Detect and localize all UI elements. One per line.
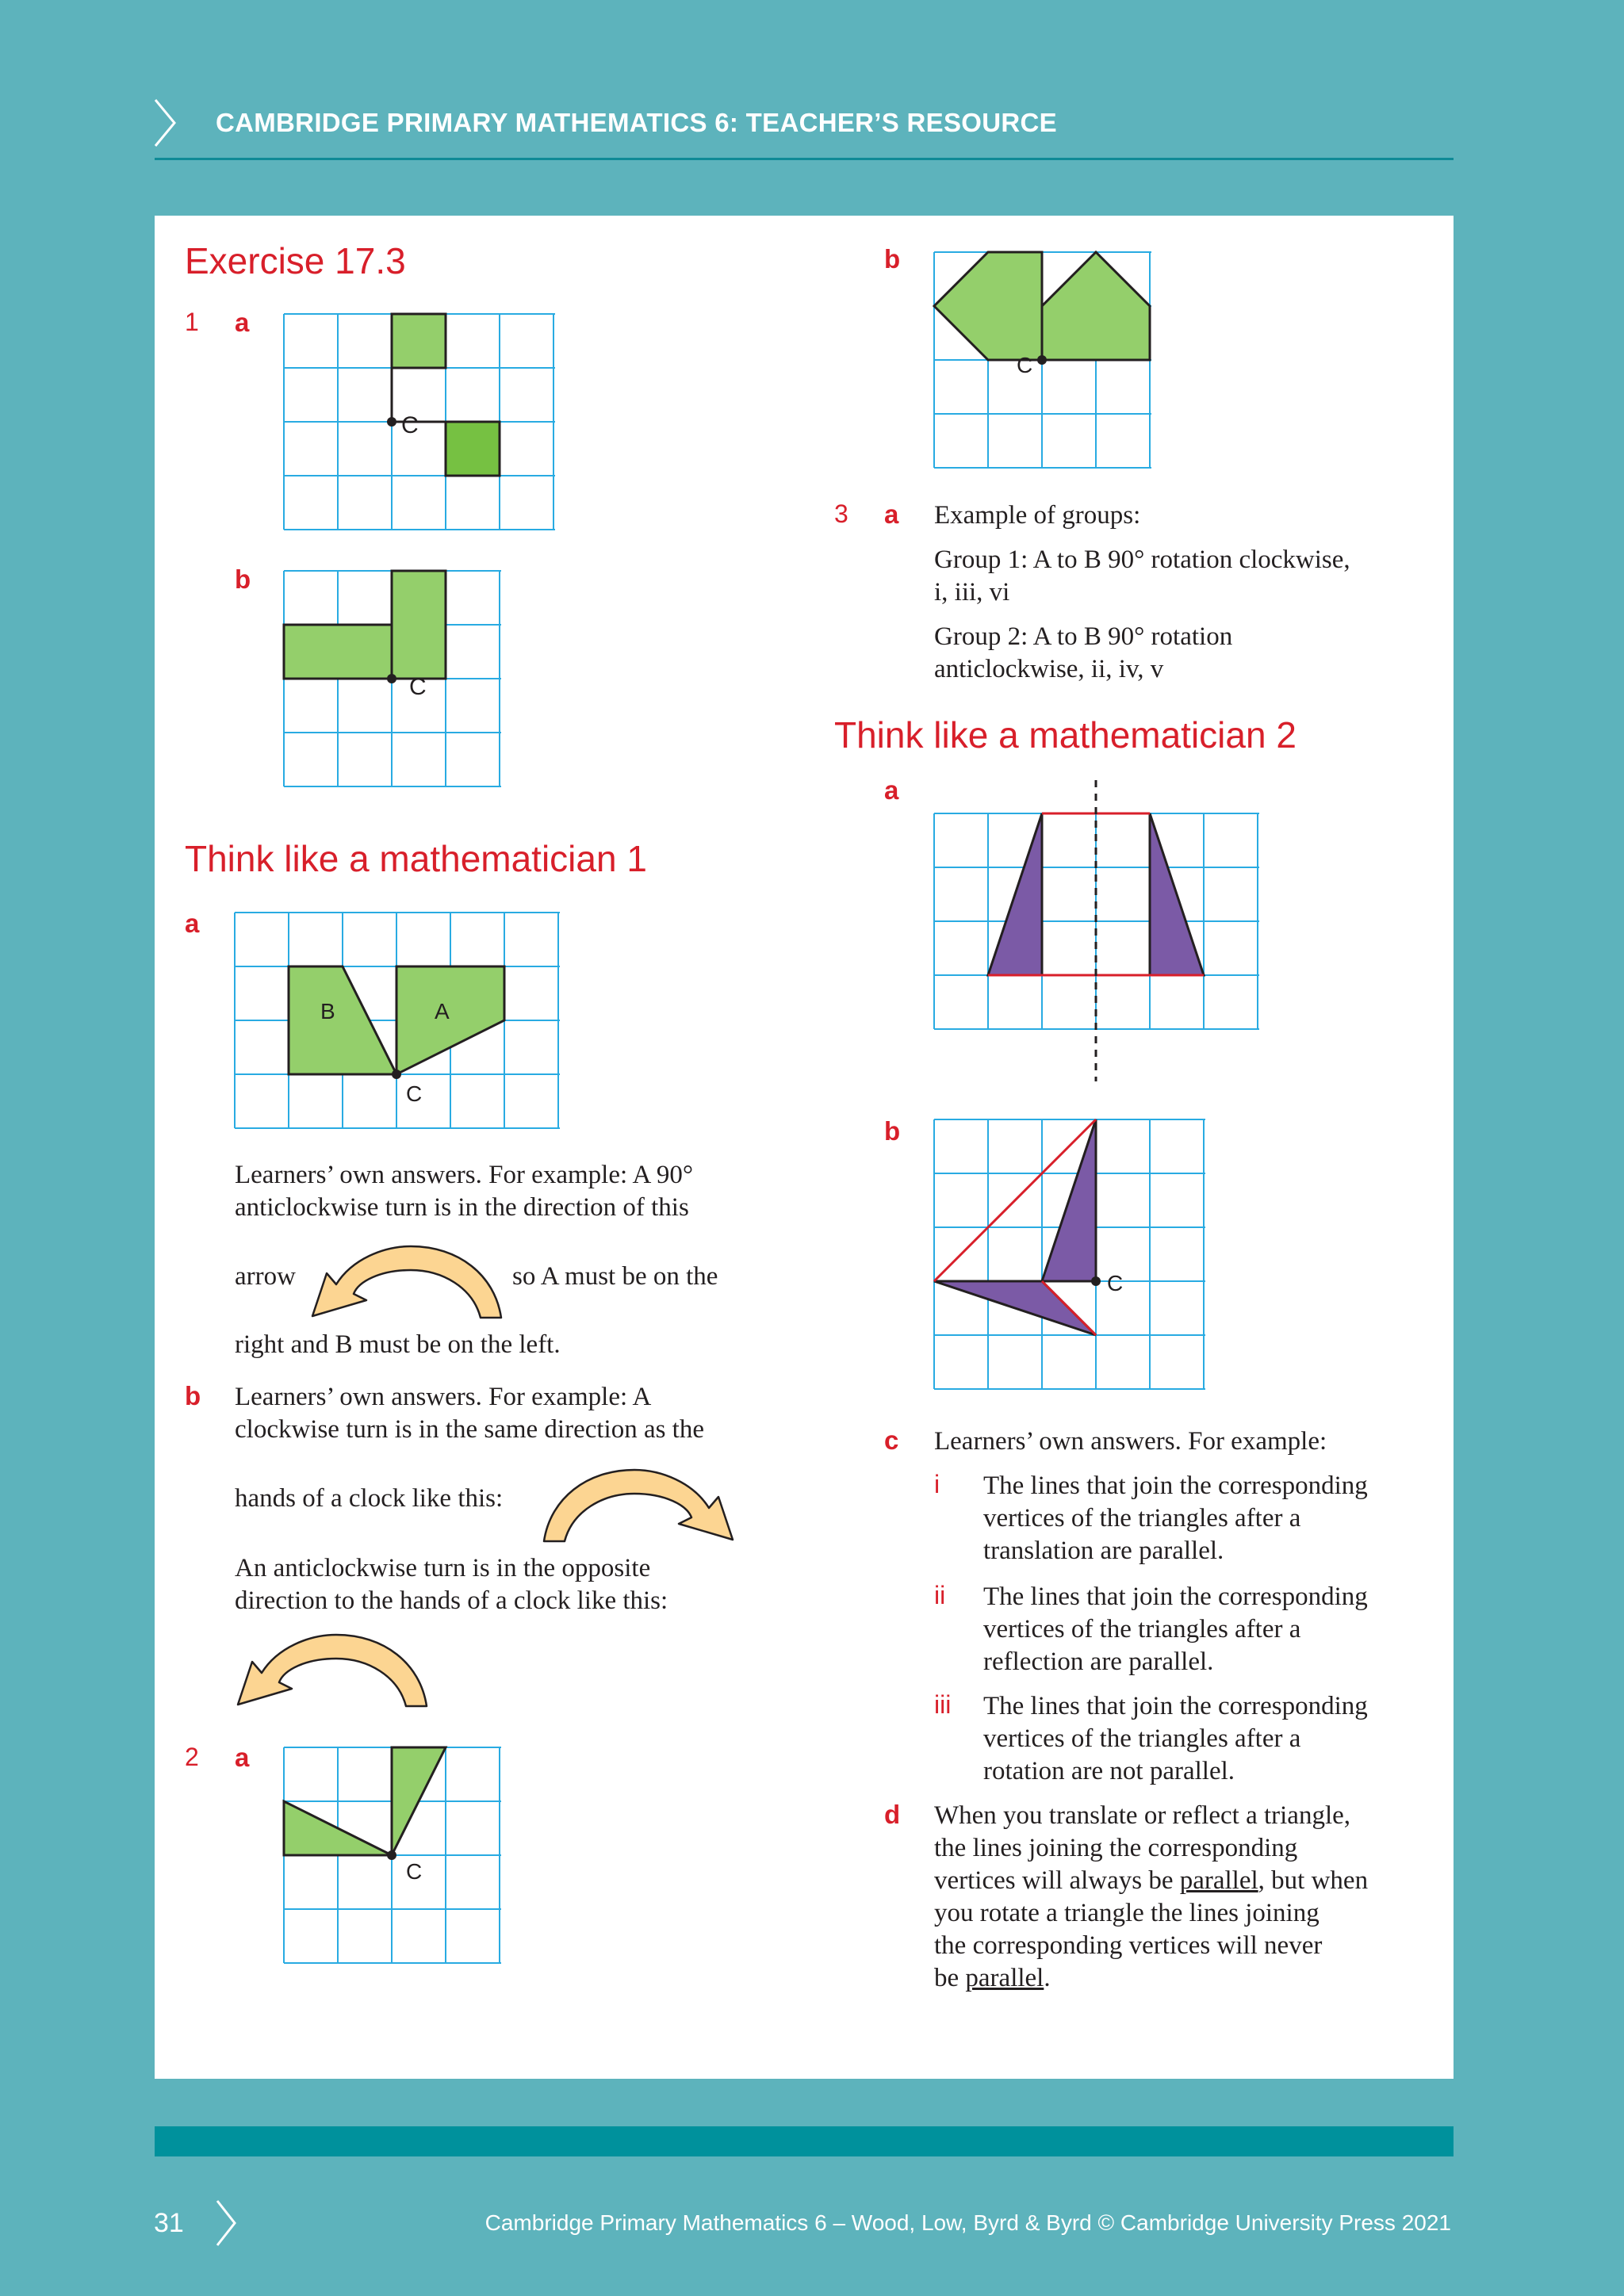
shape-a-label: A <box>435 999 450 1024</box>
question-3a-label: a <box>884 499 899 529</box>
hexagon-right <box>1042 252 1150 360</box>
centre-point <box>1091 1276 1101 1286</box>
tlm1-b-text-1: Learners’ own answers. For example: A <box>235 1383 652 1411</box>
tlm2-d-line6: be parallel. <box>934 1964 1051 1992</box>
exercise-heading: Exercise 17.3 <box>185 240 406 281</box>
anticlockwise-arrow-icon-2 <box>233 1627 436 1712</box>
grid-1b <box>282 569 504 788</box>
question-1a-label: a <box>235 308 250 337</box>
tlm2-d-line2: the lines joining the corresponding <box>934 1834 1298 1862</box>
tlm2-d-line5: the corresponding vertices will never <box>934 1931 1323 1960</box>
tlm2-c-ii-num: ii <box>934 1581 946 1609</box>
grid-tlm1-a <box>233 911 563 1130</box>
centre-point <box>387 1850 396 1860</box>
tlm2-c-ii-line2: vertices of the triangles after a <box>983 1615 1301 1644</box>
tlm1-a-arrow-text: arrow <box>235 1262 296 1291</box>
tlm2-d-line3: vertices will always be parallel, but when <box>934 1866 1369 1895</box>
question-2a-label: a <box>235 1743 250 1772</box>
grid-tlm2-a <box>933 777 1262 1085</box>
tlm2-c-iii-num: iii <box>934 1690 952 1719</box>
tlm1-b-text-4: An anticlockwise turn is in the opposite <box>235 1554 651 1582</box>
triangle-rotated <box>934 1281 1096 1335</box>
tlm2-c-i-line2: vertices of the triangles after a <box>983 1504 1301 1533</box>
rotation-arm <box>392 368 446 422</box>
question-2b-label: b <box>884 244 901 274</box>
tlm2-c-i-line1: The lines that join the corresponding <box>983 1471 1368 1500</box>
shape-b-label: B <box>320 999 335 1024</box>
footer-bar <box>155 2126 1454 2156</box>
tlm1-a-arrow-text-after: so A must be on the <box>512 1262 718 1291</box>
footer-credit: Cambridge Primary Mathematics 6 – Wood, Low, Byrd & Byrd © Cambridge University Press 2021 <box>485 2210 1451 2235</box>
q3a-text-1: Example of groups: <box>934 501 1141 530</box>
grid-2b <box>933 251 1155 469</box>
tlm2-c-iii-line2: vertices of the triangles after a <box>983 1724 1301 1753</box>
tlm2-c-i-num: i <box>934 1470 940 1498</box>
triangle-right <box>1150 813 1204 975</box>
centre-label: C <box>406 1081 423 1106</box>
tlm1-a-text-1: Learners’ own answers. For example: A 90° <box>235 1161 694 1189</box>
chevron-icon <box>151 97 182 149</box>
tlm1-b-text-3: hands of a clock like this: <box>235 1484 504 1513</box>
hexagon-left <box>934 252 1042 360</box>
centre-label: C <box>409 674 427 700</box>
tlm1-a-text-4: right and B must be on the left. <box>235 1330 561 1359</box>
clockwise-arrow-icon <box>534 1462 737 1548</box>
page-number: 31 <box>154 2208 184 2238</box>
centre-label: C <box>406 1859 423 1884</box>
centre-label: C <box>1017 353 1033 377</box>
centre-point <box>387 417 396 427</box>
tlm2-d-label: d <box>884 1800 901 1829</box>
tlm2-c-iii-line3: rotation are not parallel. <box>983 1757 1235 1785</box>
tlm2-a-label: a <box>884 775 899 805</box>
tlm1-a-text-2: anticlockwise turn is in the direction of this <box>235 1193 689 1222</box>
anticlockwise-arrow-icon <box>308 1238 511 1324</box>
tlm2-heading: Think like a mathematician 2 <box>834 714 1297 756</box>
triangle-left <box>988 813 1042 975</box>
tlm2-c-ii-line1: The lines that join the corresponding <box>983 1582 1368 1611</box>
centre-label: C <box>1107 1271 1124 1295</box>
tlm2-b-label: b <box>884 1116 901 1146</box>
tlm2-c-i-line3: translation are parallel. <box>983 1536 1224 1565</box>
triangle-upright <box>1042 1119 1096 1281</box>
centre-point <box>1037 355 1047 365</box>
chevron-icon-footer <box>213 2198 241 2248</box>
q3a-text-4: Group 2: A to B 90° rotation <box>934 622 1233 651</box>
tlm2-d-line1: When you translate or reflect a triangle, <box>934 1801 1351 1830</box>
shape-square-bottom <box>446 422 500 476</box>
grid-tlm2-b <box>933 1118 1208 1391</box>
grid-2a <box>282 1746 504 1965</box>
question-2-number: 2 <box>185 1743 199 1771</box>
centre-label: C <box>401 412 419 438</box>
tlm1-heading: Think like a mathematician 1 <box>185 838 647 879</box>
header-rule <box>155 158 1454 160</box>
tlm1-b-label: b <box>185 1381 201 1410</box>
tlm2-c-label: c <box>884 1425 899 1455</box>
tlm1-b-text-2: clockwise turn is in the same direction as the <box>235 1415 705 1444</box>
centre-point <box>387 674 396 683</box>
tlm2-d-line4: you rotate a triangle the lines joining <box>934 1899 1320 1927</box>
grid-1a <box>282 312 558 531</box>
tlm2-c-ii-line3: reflection are parallel. <box>983 1647 1214 1676</box>
q3a-text-2: Group 1: A to B 90° rotation clockwise, <box>934 545 1350 574</box>
tlm2-c-iii-line1: The lines that join the corresponding <box>983 1692 1368 1720</box>
tlm1-a-label: a <box>185 909 200 938</box>
shape-horizontal <box>284 625 392 679</box>
question-1-number: 1 <box>185 308 199 336</box>
shape-vertical <box>392 571 446 679</box>
header-title: CAMBRIDGE PRIMARY MATHEMATICS 6: TEACHER’S RESOURCE <box>216 108 1057 137</box>
tlm2-c-intro: Learners’ own answers. For example: <box>934 1427 1327 1456</box>
q3a-text-5: anticlockwise, ii, iv, v <box>934 655 1164 683</box>
question-1b-label: b <box>235 564 251 594</box>
question-3-number: 3 <box>834 499 848 528</box>
tlm1-b-text-5: direction to the hands of a clock like this: <box>235 1586 668 1615</box>
shape-square-top <box>392 314 446 368</box>
q3a-text-3: i, iii, vi <box>934 578 1010 607</box>
centre-point <box>392 1070 401 1079</box>
